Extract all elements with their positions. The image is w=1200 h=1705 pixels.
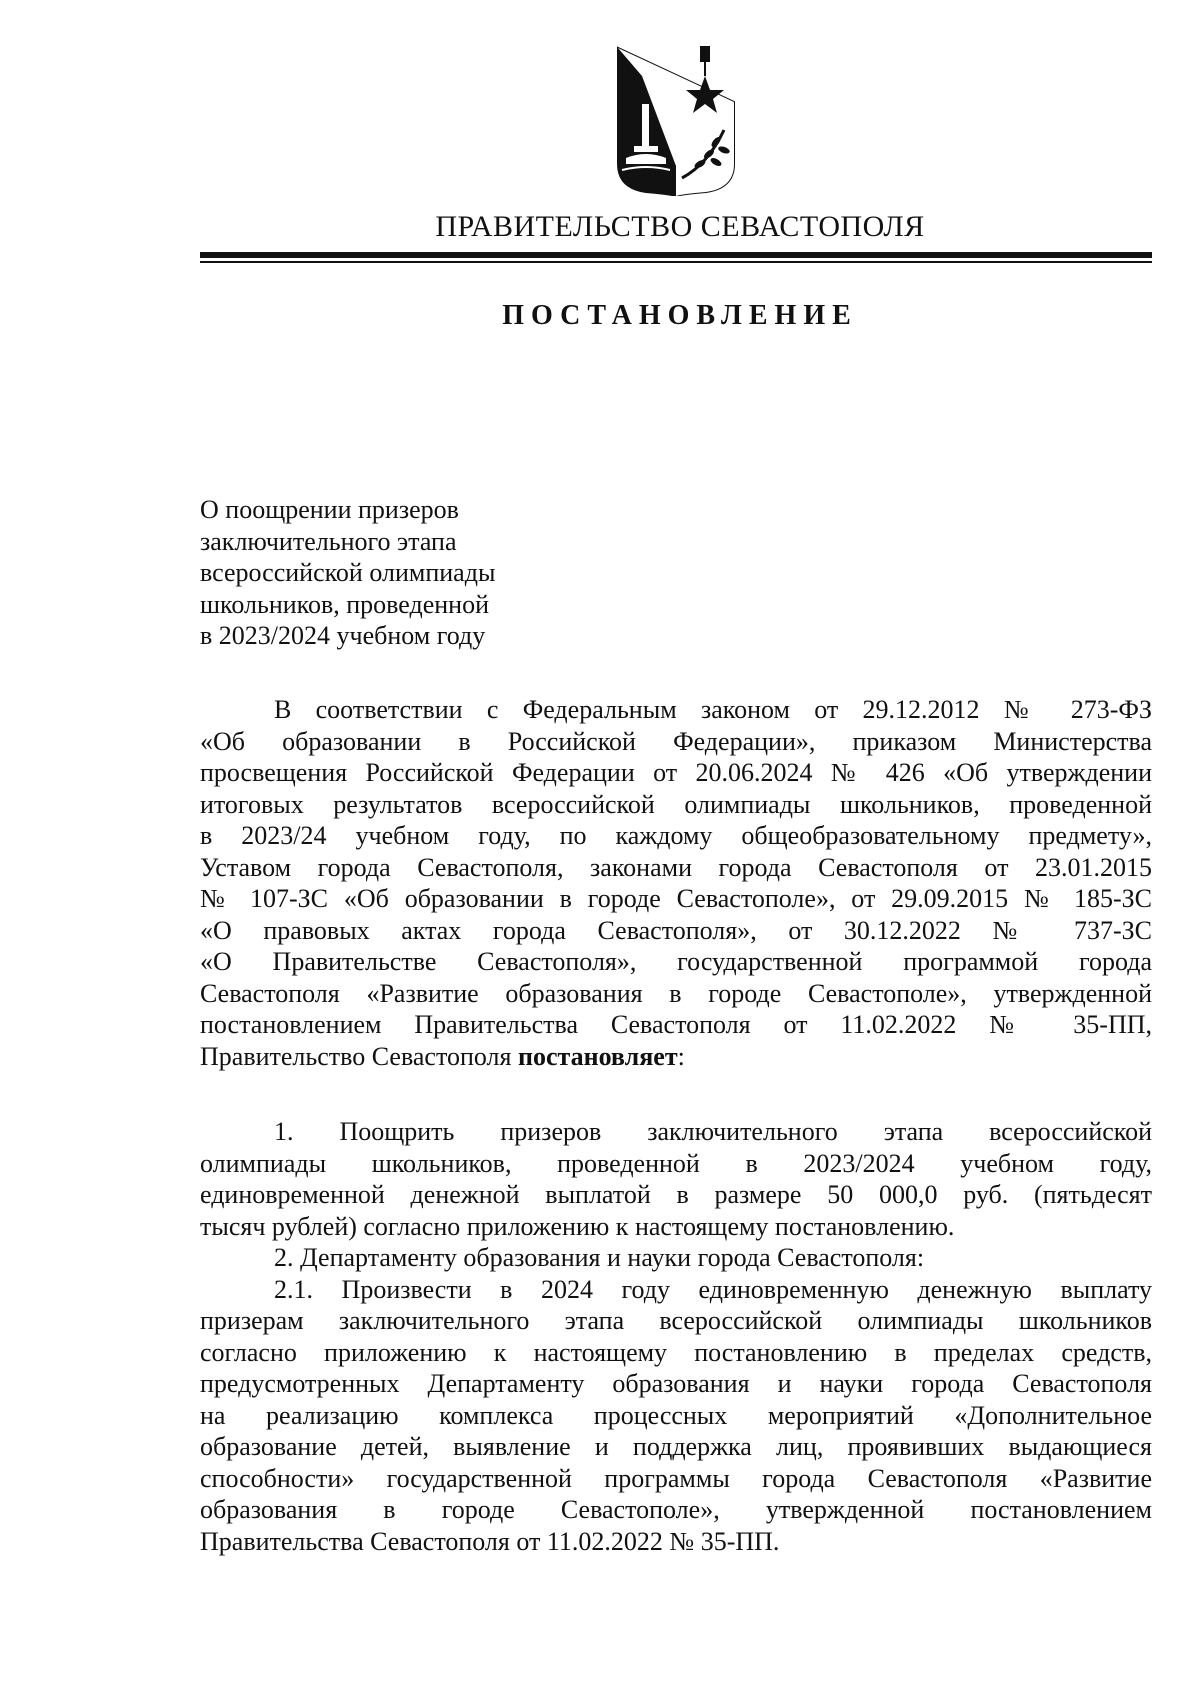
preamble-line: «О правовых актах города Севастополя», от 30.12.2022 № 737-ЗС (200, 915, 1152, 945)
preamble-line: постановлением Правительства Севастополя от 11.02.2022 № 35-ПП, (200, 1010, 1152, 1039)
preamble-final-line (200, 1041, 1152, 1073)
point-1-line: тысяч рублей) согласно приложению к настоящему постановлению. (200, 1211, 955, 1241)
preamble-line: «О Правительстве Севастополя», государственной программой города (200, 947, 1152, 976)
point-1-line: олимпиады школьников, проведенной в 2023/2024 учебном году, (200, 1148, 1152, 1178)
point-1-line: единовременной денежной выплатой в размере 50 000,0 руб. (пятьдесят (200, 1180, 1152, 1209)
point-2-1-line: предусмотренных Департаменту образования и науки города Севастополя (200, 1369, 1152, 1398)
resolution-verb: постановляет (517, 1041, 678, 1071)
point-1-line: 1. Поощрить призеров заключительного этапа всероссийской (274, 1117, 1152, 1146)
point-2-1-line: на реализацию комплекса процессных мероприятий «Дополнительное (200, 1400, 1152, 1430)
organization-name: ПРАВИТЕЛЬСТВО СЕВАСТОПОЛЯ (435, 210, 925, 243)
preamble-line: просвещения Российской Федерации от 20.06.2024 № 426 «Об утверждении (200, 758, 1152, 787)
preamble-line: Севастополя «Развитие образования в городе Севастополе», утвержденной (200, 978, 1152, 1008)
subject-line: в 2023/2024 учебном году (200, 621, 486, 650)
preamble-line: В соответствии с Федеральным законом от 29.12.2012 № 273-ФЗ (274, 695, 1152, 724)
resolution-points (200, 1116, 1152, 1557)
point-2: 2. Департаменту образования и науки города Севастополя: (274, 1243, 925, 1272)
preamble-paragraph (200, 694, 1152, 1072)
point-2-1-line: призерам заключительного этапа всероссийской олимпиады школьников (200, 1306, 1152, 1335)
subject-line: О поощрении призеров (200, 495, 459, 524)
resolution-subject: Правительство Севастополя (200, 1041, 518, 1071)
document-subject (200, 494, 620, 652)
document-type-title: ПОСТАНОВЛЕНИЕ (502, 300, 858, 331)
point-2-1-line: согласно приложению к настоящему постановлению в пределах средств, (200, 1337, 1152, 1367)
point-2-1-line: образование детей, выявление и поддержка лиц, проявивших выдающиеся (200, 1432, 1152, 1461)
resolution-colon: : (677, 1041, 685, 1071)
preamble-line: «Об образовании в Российской Федерации», приказом Министерства (200, 726, 1152, 756)
point-2-1-line: Правительства Севастополя от 11.02.2022 № 35-ПП. (200, 1526, 780, 1556)
header-rule-thin (200, 261, 1152, 263)
point-2-1-line: 2.1. Произвести в 2024 году единовременную денежную выплату (274, 1274, 1152, 1304)
subject-line: заключительного этапа (200, 526, 457, 556)
header-rule-thick (200, 252, 1152, 258)
preamble-line: № 107-ЗС «Об образовании в городе Севастополе», от 29.09.2015 № 185-ЗС (200, 884, 1152, 913)
preamble-line: Уставом города Севастополя, законами города Севастополя от 23.01.2015 (200, 852, 1152, 882)
sevastopol-coat-of-arms-icon (612, 46, 742, 196)
preamble-line: итоговых результатов всероссийской олимпиады школьников, проведенной (200, 789, 1152, 819)
point-2-1-line: способности» государственной программы города Севастополя «Развитие (200, 1463, 1152, 1493)
point-2-1-line: образования в городе Севастополе», утвержденной постановлением (200, 1495, 1152, 1524)
subject-line: всероссийской олимпиады (200, 558, 496, 587)
preamble-line: в 2023/24 учебном году, по каждому общеобразовательному предмету», (200, 821, 1152, 850)
subject-line: школьников, проведенной (200, 589, 489, 619)
